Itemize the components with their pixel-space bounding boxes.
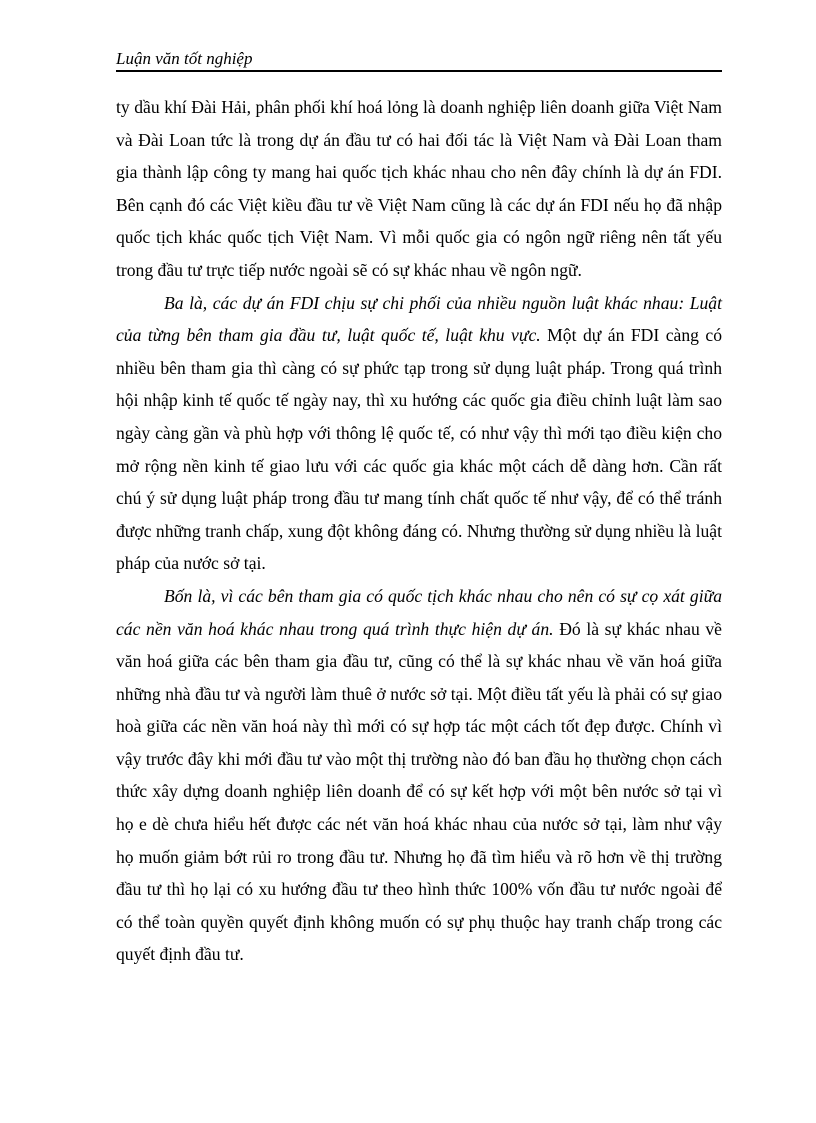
paragraph-point-four [116,580,722,971]
paragraph-point-three [116,287,722,580]
page-header [116,48,722,72]
paragraph-text: Một dự án FDI càng có nhiều bên tham gia thì càng có sự phức tạp trong sử dụng luật pháp. Trong quá trình hội nhập kinh tế quốc tế ngày nay, thì xu hướng các quốc gia điều chỉnh luật làm sao ngày càng gần và phù hợp với thông lệ quốc tế, có như vậy thì mới tạo điều kiện cho mở rộng nền kinh tế giao lưu với các quốc gia khác một cách dễ dàng hơn. Cần rất chú ý sử dụng luật pháp trong đầu tư mang tính chất quốc tế như vậy, để có thể tránh được những tranh chấp, xung đột không đáng có. Nhưng thường sử dụng nhiều là luật pháp của nước sở tại. [116,325,722,574]
paragraph-continued [116,91,722,287]
document-body [116,91,722,971]
paragraph-italic-lead: Bốn là, vì các bên tham gia có quốc tịch khác nhau cho nên có sự cọ xát giữa các nền văn hoá khác nhau trong quá trình thực hiện dự án. [116,585,722,639]
paragraph-italic-lead: Ba là, các dự án FDI chịu sự chi phối của nhiều nguồn luật khác nhau: Luật của từng bên tham gia đầu tư, luật quốc tế, luật khu vực. [116,292,722,346]
page-header-title: Luận văn tốt nghiệp [116,49,253,68]
paragraph-text: Đó là sự khác nhau về văn hoá giữa các bên tham gia đầu tư, cũng có thể là sự khác nhau về văn hoá giữa những nhà đầu tư và người làm thuê ở nước sở tại. Một điều tất yếu là phải có sự giao hoà giữa các nền văn hoá này thì mới có sự hợp tác một cách tốt đẹp được. Chính vì vậy trước đây khi mới đầu tư vào một thị trường nào đó ban đầu họ thường chọn cách thức xây dựng doanh nghiệp liên doanh để có sự kết hợp với một bên nước sở tại vì họ e dè chưa hiểu hết được các nét văn hoá khác nhau của nước sở tại, làm như vậy họ muốn giảm bớt rủi ro trong đầu tư. Nhưng họ đã tìm hiểu và rõ hơn về thị trường đầu tư thì họ lại có xu hướng đầu tư theo hình thức 100% vốn đầu tư nước ngoài để có thể toàn quyền quyết định không muốn có sự phụ thuộc hay tranh chấp trong các quyết định đầu tư. [116,618,722,965]
paragraph-text: ty dầu khí Đài Hải, phân phối khí hoá lỏng là doanh nghiệp liên doanh giữa Việt Nam và Đài Loan tức là trong dự án đầu tư có hai đối tác là Việt Nam và Đài Loan tham gia thành lập công ty mang hai quốc tịch khác nhau cho nên đây chính là dự án FDI. Bên cạnh đó các Việt kiều đầu tư về Việt Nam cũng là các dự án FDI nếu họ đã nhập quốc tịch khác quốc tịch Việt Nam. Vì mỗi quốc gia có ngôn ngữ riêng nên tất yếu trong đầu tư trực tiếp nước ngoài sẽ có sự khác nhau về ngôn ngữ. [116,97,722,280]
